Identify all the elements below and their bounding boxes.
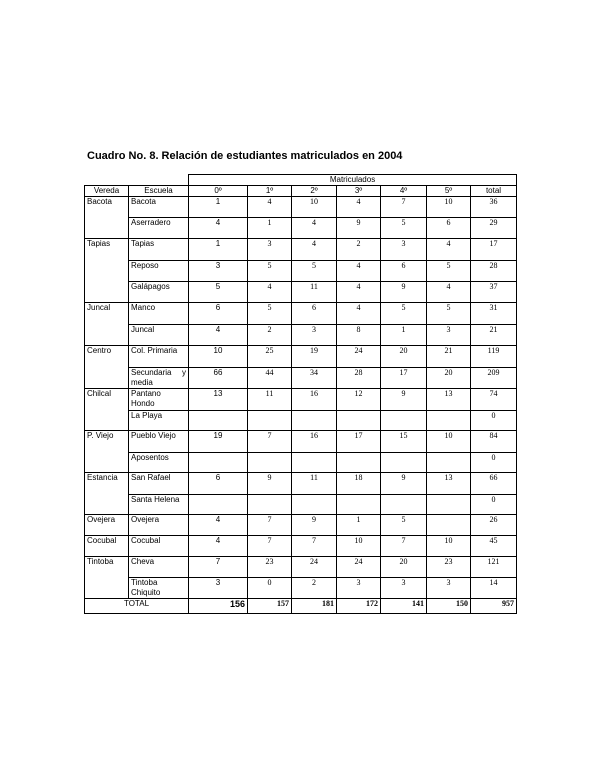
- grade-cell: 13: [427, 473, 471, 495]
- column-header: 5º: [427, 186, 471, 197]
- grade-cell: 7: [248, 536, 292, 557]
- grade-0-cell: 13: [189, 389, 248, 411]
- total-cell: 37: [471, 282, 517, 303]
- grade-cell: 5: [427, 303, 471, 325]
- grade-0-cell: 1: [189, 239, 248, 261]
- grade-cell: 13: [427, 389, 471, 411]
- grade-cell: 4: [337, 197, 381, 218]
- escuela-cell: Pueblo Viejo: [129, 431, 189, 453]
- vereda-cell: Chilcal: [85, 389, 129, 411]
- vereda-cell: [85, 218, 129, 239]
- vereda-cell: Estancia: [85, 473, 129, 495]
- grade-cell: 16: [292, 389, 337, 411]
- grade-0-cell: [189, 495, 248, 515]
- totals-row: [85, 599, 517, 614]
- grade-cell: 15: [381, 431, 427, 453]
- column-header: 3º: [337, 186, 381, 197]
- grade-cell: 4: [427, 282, 471, 303]
- total-grade-cell: 181: [292, 599, 337, 614]
- grade-cell: 16: [292, 431, 337, 453]
- escuela-cell: Juncal: [129, 325, 189, 346]
- grade-cell: 1: [381, 325, 427, 346]
- grade-cell: 5: [292, 261, 337, 282]
- grade-cell: 4: [337, 261, 381, 282]
- grade-cell: 7: [381, 536, 427, 557]
- grade-cell: 7: [292, 536, 337, 557]
- grade-cell: 4: [292, 218, 337, 239]
- grade-cell: 5: [381, 515, 427, 536]
- grade-cell: 9: [381, 389, 427, 411]
- grade-cell: 3: [248, 239, 292, 261]
- total-cell: 121: [471, 557, 517, 578]
- grade-cell: [427, 411, 471, 431]
- grade-cell: [248, 495, 292, 515]
- total-grade-cell: 141: [381, 599, 427, 614]
- grade-cell: 20: [427, 368, 471, 389]
- grade-cell: 4: [337, 282, 381, 303]
- escuela-cell: La Playa: [129, 411, 189, 431]
- grade-cell: 0: [248, 578, 292, 599]
- grade-cell: 9: [248, 473, 292, 495]
- column-header: Escuela: [129, 186, 189, 197]
- escuela-cell: Manco: [129, 303, 189, 325]
- grade-cell: 25: [248, 346, 292, 368]
- grade-cell: [292, 411, 337, 431]
- table-row: [85, 473, 517, 495]
- vereda-cell: [85, 495, 129, 515]
- grade-cell: [381, 495, 427, 515]
- total-cell: 0: [471, 495, 517, 515]
- grade-0-cell: 5: [189, 282, 248, 303]
- grade-cell: 11: [248, 389, 292, 411]
- grade-0-cell: [189, 453, 248, 473]
- vereda-cell: Bacota: [85, 197, 129, 218]
- grade-0-cell: 3: [189, 261, 248, 282]
- total-cell: 14: [471, 578, 517, 599]
- total-cell: 209: [471, 368, 517, 389]
- grade-0-cell: 19: [189, 431, 248, 453]
- grade-cell: 6: [427, 218, 471, 239]
- table-row: [85, 368, 517, 389]
- grade-cell: [427, 495, 471, 515]
- grade-cell: 5: [248, 303, 292, 325]
- total-cell: 66: [471, 473, 517, 495]
- escuela-cell: Tintoba Chiquito: [129, 578, 189, 599]
- grade-cell: [248, 411, 292, 431]
- escuela-cell: Aposentos: [129, 453, 189, 473]
- vereda-cell: Tapias: [85, 239, 129, 261]
- grand-total-cell: 957: [471, 599, 517, 614]
- vereda-cell: Centro: [85, 346, 129, 368]
- grade-cell: 9: [381, 473, 427, 495]
- grade-cell: [292, 453, 337, 473]
- grade-cell: 28: [337, 368, 381, 389]
- total-cell: 17: [471, 239, 517, 261]
- grade-0-cell: 6: [189, 473, 248, 495]
- grade-0-cell: 6: [189, 303, 248, 325]
- grade-cell: [427, 515, 471, 536]
- enrollment-table: [84, 174, 517, 614]
- grade-cell: 10: [292, 197, 337, 218]
- grade-cell: 17: [381, 368, 427, 389]
- grade-cell: 4: [248, 282, 292, 303]
- vereda-cell: Ovejera: [85, 515, 129, 536]
- grade-cell: 4: [337, 303, 381, 325]
- table-row: [85, 303, 517, 325]
- total-cell: 29: [471, 218, 517, 239]
- group-header-row: [85, 175, 517, 186]
- grade-0-cell: 7: [189, 557, 248, 578]
- grade-cell: 1: [248, 218, 292, 239]
- grade-cell: 24: [337, 346, 381, 368]
- grade-0-cell: 3: [189, 578, 248, 599]
- grade-0-cell: 66: [189, 368, 248, 389]
- table-row: [85, 239, 517, 261]
- escuela-cell: Cocubal: [129, 536, 189, 557]
- grade-cell: [248, 453, 292, 473]
- grade-cell: 11: [292, 282, 337, 303]
- grade-cell: 17: [337, 431, 381, 453]
- grade-cell: 21: [427, 346, 471, 368]
- grade-cell: 24: [337, 557, 381, 578]
- grade-cell: [337, 411, 381, 431]
- vereda-cell: [85, 325, 129, 346]
- total-grade-cell: 150: [427, 599, 471, 614]
- total-cell: 21: [471, 325, 517, 346]
- escuela-cell: Reposo: [129, 261, 189, 282]
- grade-cell: [292, 495, 337, 515]
- escuela-cell: Col. Primaria: [129, 346, 189, 368]
- grade-cell: 18: [337, 473, 381, 495]
- grade-cell: 3: [292, 325, 337, 346]
- table-row: [85, 515, 517, 536]
- total-cell: 45: [471, 536, 517, 557]
- total-cell: 36: [471, 197, 517, 218]
- grade-cell: 8: [337, 325, 381, 346]
- escuela-cell: Tapias: [129, 239, 189, 261]
- grade-cell: [337, 495, 381, 515]
- vereda-cell: [85, 453, 129, 473]
- grade-0-cell: [189, 411, 248, 431]
- total-cell: 84: [471, 431, 517, 453]
- grade-cell: 9: [292, 515, 337, 536]
- grade-cell: 3: [381, 578, 427, 599]
- grade-cell: 6: [292, 303, 337, 325]
- grade-0-cell: 4: [189, 515, 248, 536]
- vereda-cell: [85, 282, 129, 303]
- grade-cell: 11: [292, 473, 337, 495]
- column-header: 4º: [381, 186, 427, 197]
- escuela-cell: Galápagos: [129, 282, 189, 303]
- column-header-row: [85, 186, 517, 197]
- grade-0-cell: 4: [189, 325, 248, 346]
- grade-cell: [337, 453, 381, 473]
- grade-cell: 7: [248, 431, 292, 453]
- grade-cell: [381, 411, 427, 431]
- escuela-cell: Bacota: [129, 197, 189, 218]
- grade-cell: 3: [427, 325, 471, 346]
- vereda-cell: [85, 578, 129, 599]
- vereda-cell: Cocubal: [85, 536, 129, 557]
- grade-cell: 2: [292, 578, 337, 599]
- grade-cell: 5: [248, 261, 292, 282]
- grade-cell: 6: [381, 261, 427, 282]
- grade-cell: 20: [381, 557, 427, 578]
- grade-0-cell: 10: [189, 346, 248, 368]
- grade-cell: 5: [427, 261, 471, 282]
- grade-cell: [427, 453, 471, 473]
- total-cell: 26: [471, 515, 517, 536]
- table-row: [85, 557, 517, 578]
- grade-cell: 23: [427, 557, 471, 578]
- total-cell: 0: [471, 453, 517, 473]
- table-row: [85, 261, 517, 282]
- grade-cell: 20: [381, 346, 427, 368]
- column-header: 0º: [189, 186, 248, 197]
- escuela-cell: Aserradero: [129, 218, 189, 239]
- grade-cell: 7: [248, 515, 292, 536]
- table-row: [85, 431, 517, 453]
- grade-cell: 2: [337, 239, 381, 261]
- grade-cell: 4: [292, 239, 337, 261]
- totals-label: TOTAL: [85, 599, 189, 614]
- grade-cell: 24: [292, 557, 337, 578]
- grade-cell: 5: [381, 218, 427, 239]
- total-cell: 119: [471, 346, 517, 368]
- escuela-cell: Pantano Hondo: [129, 389, 189, 411]
- grade-cell: 3: [381, 239, 427, 261]
- grade-cell: 7: [381, 197, 427, 218]
- table-row: [85, 282, 517, 303]
- grade-cell: 10: [337, 536, 381, 557]
- grade-cell: 1: [337, 515, 381, 536]
- total-grade-cell: 157: [248, 599, 292, 614]
- grade-cell: 19: [292, 346, 337, 368]
- table-row: [85, 411, 517, 431]
- grade-cell: 10: [427, 197, 471, 218]
- vereda-cell: P. Viejo: [85, 431, 129, 453]
- total-cell: 0: [471, 411, 517, 431]
- vereda-cell: Tintoba: [85, 557, 129, 578]
- table-row: [85, 325, 517, 346]
- grade-cell: 4: [248, 197, 292, 218]
- escuela-cell: Secundaria y media: [129, 368, 189, 389]
- column-header: 2º: [292, 186, 337, 197]
- escuela-cell: San Rafael: [129, 473, 189, 495]
- grade-cell: 5: [381, 303, 427, 325]
- group-header-matriculados: Matriculados: [189, 175, 517, 186]
- table-row: [85, 197, 517, 218]
- total-cell: 31: [471, 303, 517, 325]
- grade-cell: 10: [427, 536, 471, 557]
- grade-cell: 34: [292, 368, 337, 389]
- table-row: [85, 578, 517, 599]
- total-cell: 74: [471, 389, 517, 411]
- grade-cell: 9: [381, 282, 427, 303]
- grade-cell: 10: [427, 431, 471, 453]
- grade-cell: 2: [248, 325, 292, 346]
- escuela-cell: Ovejera: [129, 515, 189, 536]
- vereda-cell: [85, 411, 129, 431]
- escuela-cell: Santa Helena: [129, 495, 189, 515]
- total-cell: 28: [471, 261, 517, 282]
- grade-0-cell: 4: [189, 218, 248, 239]
- grade-cell: 9: [337, 218, 381, 239]
- vereda-cell: [85, 368, 129, 389]
- total-grade-cell: 172: [337, 599, 381, 614]
- column-header: total: [471, 186, 517, 197]
- table-row: [85, 495, 517, 515]
- grade-cell: 44: [248, 368, 292, 389]
- grade-cell: 3: [337, 578, 381, 599]
- total-grade-cell: 156: [189, 599, 248, 614]
- vereda-cell: [85, 261, 129, 282]
- column-header: Vereda: [85, 186, 129, 197]
- grade-cell: 3: [427, 578, 471, 599]
- grade-cell: 12: [337, 389, 381, 411]
- table-row: [85, 389, 517, 411]
- escuela-cell: Cheva: [129, 557, 189, 578]
- table-row: [85, 536, 517, 557]
- table-row: [85, 346, 517, 368]
- grade-cell: 4: [427, 239, 471, 261]
- table-row: [85, 218, 517, 239]
- vereda-cell: Juncal: [85, 303, 129, 325]
- grade-cell: [381, 453, 427, 473]
- column-header: 1º: [248, 186, 292, 197]
- table-title: Cuadro No. 8. Relación de estudiantes matriculados en 2004: [87, 150, 403, 162]
- table-row: [85, 453, 517, 473]
- grade-0-cell: 4: [189, 536, 248, 557]
- grade-0-cell: 1: [189, 197, 248, 218]
- grade-cell: 23: [248, 557, 292, 578]
